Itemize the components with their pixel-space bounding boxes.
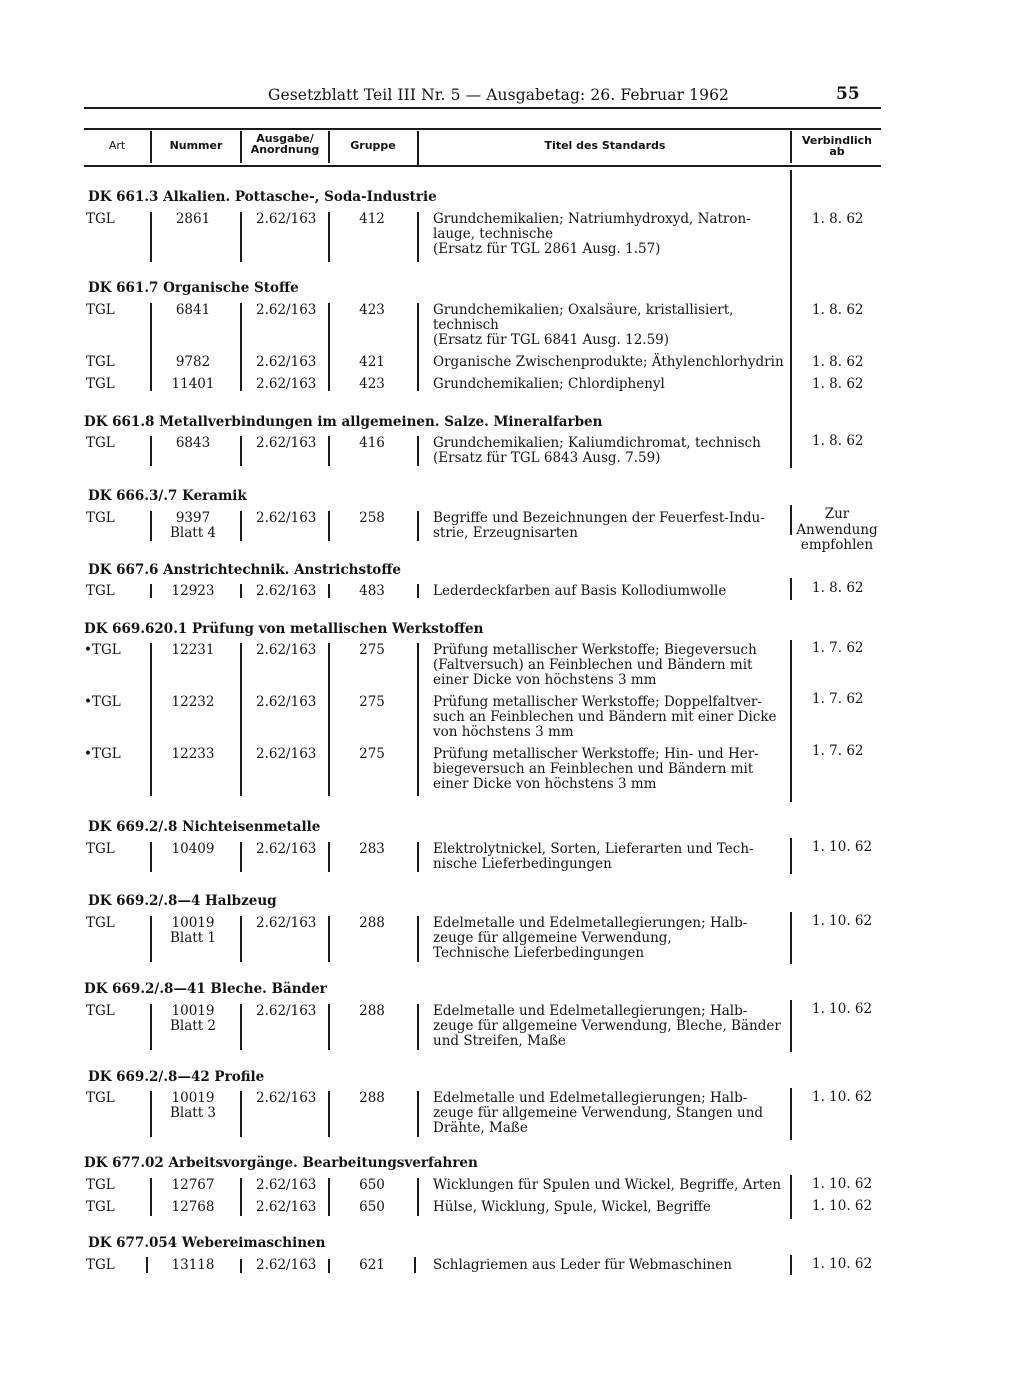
table-cell-titel (433, 695, 787, 740)
row-divider (417, 916, 419, 962)
row-divider (150, 584, 152, 598)
table-cell-verbindlich (792, 507, 882, 554)
table-cell-art: TGL (86, 1003, 115, 1019)
row-divider (240, 212, 242, 262)
nummer-blatt: Blatt 3 (169, 1105, 217, 1121)
table-cell-titel (433, 303, 787, 348)
row-divider (150, 1004, 152, 1050)
row-divider (328, 842, 330, 872)
titel-line: Edelmetalle und Edelmetallegierungen; Halb- (433, 1090, 748, 1106)
table-cell-verbindlich: 1. 7. 62 (812, 743, 864, 759)
titel-line: Elektrolytnickel, Sorten, Lieferarten und Tech- (433, 841, 754, 857)
table-cell-nummer: 12767 (171, 1177, 215, 1193)
row-divider (150, 303, 152, 391)
table-cell-nummer: 2861 (175, 211, 211, 227)
table-cell-verbindlich: 1. 8. 62 (812, 433, 864, 449)
row-divider (240, 1091, 242, 1137)
row-divider (328, 303, 330, 391)
table-cell-nummer (148, 511, 238, 541)
row-divider (417, 643, 419, 796)
column-header-verbindlich-line2: ab (829, 145, 845, 158)
row-divider (146, 1257, 148, 1273)
table-cell-art: TGL (86, 376, 115, 392)
table-cell-ausgabe: 2.62/163 (256, 915, 317, 931)
table-cell-gruppe: 283 (359, 841, 385, 857)
table-cell-titel (433, 584, 787, 599)
table-cell-nummer: 12233 (171, 746, 215, 762)
titel-line: zeuge für allgemeine Verwendung, Bleche, Bänder (433, 1018, 781, 1034)
titel-line: einer Dicke von höchstens 3 mm (433, 776, 657, 792)
table-cell-ausgabe: 2.62/163 (256, 1177, 317, 1193)
table-cell-verbindlich: 1. 10. 62 (812, 1176, 873, 1192)
column-header-verbindlich-line1: Verbindlich (801, 134, 873, 147)
table-header-bottom-rule (84, 165, 881, 167)
row-divider (328, 916, 330, 962)
titel-line: Technische Lieferbedingungen (433, 945, 645, 961)
nummer-line: 9397 (175, 510, 211, 526)
titel-line: (Faltversuch) an Feinblechen und Bändern mit (433, 657, 753, 673)
table-cell-ausgabe: 2.62/163 (256, 746, 317, 762)
row-divider (328, 1178, 330, 1216)
verbindlich-column-divider (790, 640, 792, 802)
table-cell-gruppe: 412 (359, 211, 385, 227)
row-divider (328, 1004, 330, 1050)
row-divider (150, 511, 152, 541)
row-divider (417, 584, 419, 598)
table-cell-ausgabe: 2.62/163 (256, 841, 317, 857)
row-divider (150, 436, 152, 466)
table-cell-verbindlich: 1. 8. 62 (812, 580, 864, 596)
table-cell-gruppe: 483 (359, 583, 385, 599)
row-divider (417, 1091, 419, 1137)
titel-line: Prüfung metallischer Werkstoffe; Hin- und Her- (433, 746, 759, 762)
table-cell-titel (433, 916, 787, 961)
table-top-rule (84, 128, 881, 130)
section-heading: DK 669.620.1 Prüfung von metallischen Werkstoffen (84, 621, 484, 637)
section-heading: DK 677.02 Arbeitsvorgänge. Bearbeitungsverfahren (84, 1155, 478, 1171)
table-cell-gruppe: 275 (359, 746, 385, 762)
section-heading: DK 666.3/.7 Keramik (88, 488, 247, 504)
column-header-nummer: Nummer (169, 139, 223, 152)
titel-line: Edelmetalle und Edelmetallegierungen; Halb- (433, 1003, 748, 1019)
titel-line: und Streifen, Maße (433, 1033, 566, 1049)
table-cell-art: TGL (86, 354, 115, 370)
row-divider (417, 212, 419, 262)
verbindlich-line: Anwendung (796, 521, 878, 538)
titel-line: such an Feinblechen und Bändern mit einer Dicke (433, 709, 777, 725)
titel-line: (Ersatz für TGL 6843 Ausg. 7.59) (433, 450, 661, 466)
verbindlich-column-divider (790, 1175, 792, 1219)
table-cell-art: TGL (86, 211, 115, 227)
titel-line: (Ersatz für TGL 6841 Ausg. 12.59) (433, 332, 670, 348)
row-divider (150, 916, 152, 962)
column-header-gruppe: Gruppe (350, 139, 396, 152)
row-divider (328, 584, 330, 598)
nummer-line: 10019 (171, 915, 215, 931)
titel-line: Grundchemikalien; Chlordiphenyl (433, 376, 665, 392)
titel-line: zeuge für allgemeine Verwendung, (433, 930, 672, 946)
table-cell-verbindlich: 1. 10. 62 (812, 1089, 873, 1105)
titel-line: nische Lieferbedingungen (433, 856, 612, 872)
table-cell-gruppe: 288 (359, 1090, 385, 1106)
column-header-ausgabe-line2: Anordnung (250, 143, 320, 156)
table-cell-nummer: 12768 (171, 1199, 215, 1215)
table-cell-art: •TGL (84, 694, 121, 710)
table-cell-ausgabe: 2.62/163 (256, 1090, 317, 1106)
table-cell-gruppe: 650 (359, 1199, 385, 1215)
section-heading: DK 661.3 Alkalien. Pottasche-, Soda-Industrie (88, 189, 437, 205)
table-cell-art: TGL (86, 583, 115, 599)
row-divider (417, 842, 419, 872)
table-cell-ausgabe: 2.62/163 (256, 302, 317, 318)
table-cell-ausgabe: 2.62/163 (256, 435, 317, 451)
row-divider (417, 1178, 419, 1216)
titel-line: Lederdeckfarben auf Basis Kollodiumwolle (433, 583, 727, 599)
titel-line: Grundchemikalien; Kaliumdichromat, technisch (433, 435, 761, 451)
table-cell-nummer: 12232 (171, 694, 215, 710)
titel-line: Hülse, Wicklung, Spule, Wickel, Begriffe (433, 1199, 711, 1215)
table-cell-titel (433, 1091, 787, 1136)
table-cell-gruppe: 650 (359, 1177, 385, 1193)
titel-line: technisch (433, 317, 499, 333)
verbindlich-column-divider (790, 838, 792, 874)
table-cell-art: •TGL (84, 746, 121, 762)
page-header-title: Gesetzblatt Teil III Nr. 5 — Ausgabetag: 26. Februar 1962 (268, 86, 729, 104)
row-divider (328, 643, 330, 796)
section-heading: DK 669.2/.8—42 Profile (88, 1069, 265, 1085)
verbindlich-column-divider (790, 912, 792, 964)
table-cell-nummer: 12923 (171, 583, 215, 599)
table-cell-gruppe: 421 (359, 354, 385, 370)
table-cell-art: TGL (86, 302, 115, 318)
row-divider (417, 303, 419, 391)
row-divider (240, 436, 242, 466)
table-cell-titel (433, 355, 787, 370)
table-cell-ausgabe: 2.62/163 (256, 354, 317, 370)
titel-line: Prüfung metallischer Werkstoffe; Doppelfaltver- (433, 694, 762, 710)
table-cell-verbindlich: 1. 10. 62 (812, 1256, 873, 1272)
section-heading: DK 661.7 Organische Stoffe (88, 280, 299, 296)
table-cell-verbindlich: 1. 8. 62 (812, 354, 864, 370)
table-cell-gruppe: 258 (359, 510, 385, 526)
titel-line: zeuge für allgemeine Verwendung, Stangen und (433, 1105, 764, 1121)
table-cell-ausgabe: 2.62/163 (256, 211, 317, 227)
table-cell-verbindlich: 1. 8. 62 (812, 211, 864, 227)
table-cell-art: TGL (86, 915, 115, 931)
section-heading: DK 669.2/.8—41 Bleche. Bänder (84, 981, 327, 997)
row-divider (240, 842, 242, 872)
row-divider (417, 436, 419, 466)
titel-line: einer Dicke von höchstens 3 mm (433, 672, 657, 688)
verbindlich-line: Zur (824, 506, 850, 522)
table-cell-gruppe: 416 (359, 435, 385, 451)
table-cell-titel (433, 842, 787, 872)
titel-line: von höchstens 3 mm (433, 724, 574, 740)
row-divider (328, 212, 330, 262)
section-heading: DK 677.054 Webereimaschinen (88, 1235, 326, 1251)
titel-line: Organische Zwischenprodukte; Äthylenchlorhydrin (433, 354, 784, 370)
table-cell-gruppe: 288 (359, 1003, 385, 1019)
table-cell-gruppe: 275 (359, 642, 385, 658)
titel-line: Schlagriemen aus Leder für Webmaschinen (433, 1257, 732, 1273)
table-cell-verbindlich: 1. 8. 62 (812, 376, 864, 392)
table-cell-nummer: 6841 (175, 302, 211, 318)
table-cell-verbindlich: 1. 8. 62 (812, 302, 864, 318)
titel-line: lauge, technische (433, 226, 554, 242)
section-heading: DK 669.2/.8 Nichteisenmetalle (88, 819, 321, 835)
row-divider (240, 1178, 242, 1216)
row-divider (328, 436, 330, 466)
nummer-blatt: Blatt 4 (169, 525, 217, 541)
table-cell-nummer: 11401 (171, 376, 215, 392)
table-cell-art: TGL (86, 1257, 115, 1273)
table-cell-nummer: 13118 (171, 1257, 215, 1273)
row-divider (150, 1178, 152, 1216)
table-cell-art: •TGL (84, 642, 121, 658)
row-divider (240, 1004, 242, 1050)
row-divider (240, 643, 242, 796)
titel-line: Drähte, Maße (433, 1120, 528, 1136)
titel-line: Prüfung metallischer Werkstoffe; Biegeversuch (433, 642, 757, 658)
titel-line: biegeversuch an Feinblechen und Bändern mit (433, 761, 754, 777)
table-cell-art: TGL (86, 841, 115, 857)
table-cell-verbindlich: 1. 10. 62 (812, 839, 873, 855)
section-heading: DK 661.8 Metallverbindungen im allgemeinen. Salze. Mineralfarben (84, 414, 603, 430)
nummer-line: 10019 (171, 1090, 215, 1106)
table-cell-gruppe: 423 (359, 302, 385, 318)
table-cell-ausgabe: 2.62/163 (256, 694, 317, 710)
table-cell-titel (433, 1200, 787, 1215)
row-divider (240, 303, 242, 391)
row-divider (240, 584, 242, 598)
titel-line: Edelmetalle und Edelmetallegierungen; Halb- (433, 915, 748, 931)
table-cell-ausgabe: 2.62/163 (256, 583, 317, 599)
table-cell-titel (433, 511, 787, 541)
table-cell-gruppe: 621 (359, 1257, 385, 1273)
table-cell-verbindlich: 1. 7. 62 (812, 640, 864, 656)
column-header-ausgabe (242, 133, 328, 155)
column-header-verbindlich (792, 135, 882, 157)
table-cell-verbindlich: 1. 10. 62 (812, 913, 873, 929)
table-cell-titel (433, 1258, 787, 1273)
nummer-blatt: Blatt 1 (169, 930, 217, 946)
table-cell-gruppe: 423 (359, 376, 385, 392)
column-header-art: Art (108, 139, 126, 152)
verbindlich-column-divider (790, 1255, 792, 1275)
table-cell-ausgabe: 2.62/163 (256, 1199, 317, 1215)
column-header-titel: Titel des Standards (544, 139, 666, 152)
table-cell-verbindlich: 1. 7. 62 (812, 691, 864, 707)
row-divider (328, 511, 330, 541)
table-cell-art: TGL (86, 435, 115, 451)
table-cell-nummer: 9782 (175, 354, 211, 370)
table-cell-ausgabe: 2.62/163 (256, 1257, 317, 1273)
row-divider (150, 1091, 152, 1137)
table-cell-ausgabe: 2.62/163 (256, 510, 317, 526)
row-divider (417, 511, 419, 541)
table-cell-titel (433, 212, 787, 257)
table-cell-ausgabe: 2.62/163 (256, 376, 317, 392)
table-cell-titel (433, 1004, 787, 1049)
table-cell-nummer: 12231 (171, 642, 215, 658)
table-cell-art: TGL (86, 510, 115, 526)
titel-line: Wicklungen für Spulen und Wickel, Begriffe, Arten (433, 1177, 782, 1193)
row-divider (240, 916, 242, 962)
table-cell-nummer (148, 916, 238, 946)
titel-line: (Ersatz für TGL 2861 Ausg. 1.57) (433, 241, 661, 257)
table-cell-art: TGL (86, 1090, 115, 1106)
row-divider (240, 1259, 242, 1273)
verbindlich-column-divider (790, 1088, 792, 1140)
table-cell-titel (433, 1178, 787, 1193)
nummer-blatt: Blatt 2 (169, 1018, 217, 1034)
verbindlich-column-divider (790, 1000, 792, 1052)
table-cell-nummer: 6843 (175, 435, 211, 451)
titel-line: strie, Erzeugnisarten (433, 525, 578, 541)
row-divider (328, 1259, 330, 1273)
table-cell-ausgabe: 2.62/163 (256, 1003, 317, 1019)
table-cell-gruppe: 288 (359, 915, 385, 931)
verbindlich-line: empfohlen (800, 537, 874, 553)
table-cell-ausgabe: 2.62/163 (256, 642, 317, 658)
verbindlich-column-divider (790, 170, 792, 468)
row-divider (240, 511, 242, 541)
table-cell-verbindlich: 1. 10. 62 (812, 1198, 873, 1214)
table-cell-nummer: 10409 (171, 841, 215, 857)
row-divider (328, 1091, 330, 1137)
table-cell-nummer (148, 1091, 238, 1121)
row-divider (414, 1257, 416, 1273)
row-divider (150, 643, 152, 796)
section-heading: DK 669.2/.8—4 Halbzeug (88, 893, 277, 909)
header-rule (84, 107, 881, 109)
titel-line: Grundchemikalien; Oxalsäure, kristallisiert, (433, 302, 734, 318)
table-cell-art: TGL (86, 1199, 115, 1215)
row-divider (150, 842, 152, 872)
table-cell-verbindlich: 1. 10. 62 (812, 1001, 873, 1017)
table-cell-art: TGL (86, 1177, 115, 1193)
table-cell-titel (433, 436, 787, 466)
row-divider (417, 1004, 419, 1050)
table-cell-titel (433, 377, 787, 392)
titel-line: Grundchemikalien; Natriumhydroxyd, Natron- (433, 211, 751, 227)
page-number: 55 (836, 84, 860, 104)
table-cell-nummer (148, 1004, 238, 1034)
verbindlich-column-divider (790, 578, 792, 600)
row-divider (150, 212, 152, 262)
table-cell-titel (433, 643, 787, 688)
section-heading: DK 667.6 Anstrichtechnik. Anstrichstoffe (88, 562, 401, 578)
table-cell-gruppe: 275 (359, 694, 385, 710)
titel-line: Begriffe und Bezeichnungen der Feuerfest-Indu- (433, 510, 765, 526)
nummer-line: 10019 (171, 1003, 215, 1019)
column-header-ausgabe-line1: Ausgabe/ (256, 132, 314, 145)
table-cell-titel (433, 747, 787, 792)
